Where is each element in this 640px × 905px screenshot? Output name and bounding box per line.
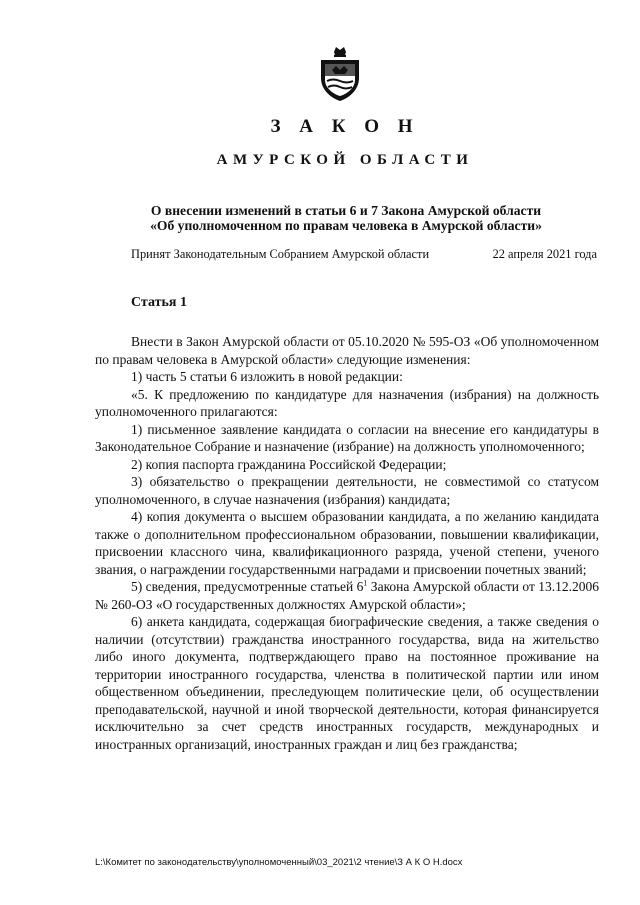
- list-item: [95, 578, 599, 613]
- quoted-part-5: «5. К предложению по кандидатуре для назначения (избрания) на должность уполномоченного прилагаются:: [95, 386, 599, 419]
- item-5-start: 5) сведения, предусмотренные статьей 6: [131, 579, 364, 594]
- list-item: 6) анкета кандидата, содержащая биографические сведения, а также сведения о наличии (отсутствии) гражданства иностранного государства, вида на жительство либо иного документа, подтверждающего право на постоянное проживание на территории иностранного государства, членства в политической партии или ином общественном объединении, преследующем политические цели, об осуществлении преподавательской, научной и иной творческой деятельности, которая финансируется исключительно за счет средств иностранных государств, международных и иностранных организаций, иностранных граждан и лиц без гражданства;: [95, 614, 599, 752]
- adopted-by: Принят Законодательным Собранием Амурской области: [131, 247, 430, 261]
- superscript: 1: [363, 578, 368, 588]
- law-subject: [96, 203, 596, 233]
- amendment-item-1: 1) часть 5 статьи 6 изложить в новой редакции:: [131, 369, 403, 384]
- amur-oblast-coat-of-arms-icon: [317, 46, 363, 102]
- region-name: АМУРСКОЙ ОБЛАСТИ: [216, 152, 474, 168]
- list-item: 3) обязательство о прекращении деятельности, не совместимой со статусом уполномоченного, в случае назначения (избрания) кандидата;: [95, 474, 599, 507]
- list-item: 1) письменное заявление кандидата о согласии на внесение его кандидатуры в Законодательное Собрание и назначение (избрание) на должность уполномоченного;: [95, 421, 599, 454]
- item-5-end: Закона Амурской области от 13.12.2006 № 260-ОЗ «О государственных должностях Амурской области»;: [95, 579, 599, 612]
- adoption-line: [131, 247, 597, 262]
- list-item: 2) копия паспорта гражданина Российской Федерации;: [131, 456, 447, 472]
- file-path-footer: L:\Комитет по законодательству\уполномоченный\03_2021\2 чтение\З А К О Н.docx: [95, 857, 463, 868]
- article-heading: Статья 1: [131, 295, 187, 310]
- document-title: З А К О Н: [270, 116, 420, 137]
- subject-line-2: «Об уполномоченном по правам человека в Амурской области»: [150, 218, 542, 233]
- article-body: [95, 333, 599, 753]
- article-intro: Внести в Закон Амурской области от 05.10.2020 № 595-ОЗ «Об уполномоченном по правам человека в Амурской области» следующие изменения:: [95, 334, 599, 367]
- subject-line-1: О внесении изменений в статьи 6 и 7 Закона Амурской области: [150, 203, 542, 218]
- list-item: 4) копия документа о высшем образовании кандидата, а по желанию кандидата также о дополнительном профессиональном образовании, повышении квалификации, присвоении классного чина, квалификационного разряда, ученой степени, ученого звания, о награждении государственными наградами и присвоении почетных званий;: [95, 509, 599, 577]
- adopted-date: 22 апреля 2021 года: [492, 247, 597, 261]
